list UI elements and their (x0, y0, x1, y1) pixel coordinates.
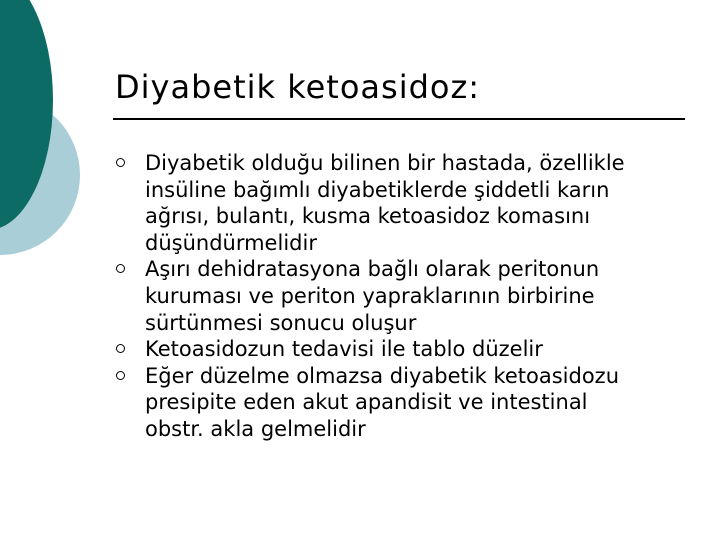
slide-title: Diyabetik ketoasidoz: (115, 68, 481, 106)
bullet-line: düşündürmelidir (145, 230, 317, 255)
bullet-line: Aşırı dehidratasyona bağlı olarak peritonun (145, 257, 600, 282)
bullet-line: obstr. akla gelmelidir (145, 416, 366, 441)
bullet-line: kuruması ve periton yapraklarının birbirine (145, 283, 595, 308)
bullet-line: insüline bağımlı diyabetiklerde şiddetli karın (145, 177, 610, 202)
bullet-item-4 (115, 363, 690, 443)
title-underline (113, 118, 685, 120)
bullet-line: ağrısı, bulantı, kusma ketoasidoz komasını (145, 204, 591, 229)
bullet-line: sürtünmesi sonucu oluşur (145, 310, 417, 335)
bullet-list (115, 150, 690, 443)
decorative-circles-graphic (0, 0, 120, 300)
bullet-line: Diyabetik olduğu bilinen bir hastada, özellikle (145, 151, 625, 175)
bullet-line: presipite eden akut apandisit ve intestinal (145, 390, 588, 415)
bullet-item-1 (115, 150, 690, 256)
hollow-circle-icon (116, 371, 125, 380)
bullet-line: Ketoasidozun tedavisi ile tablo düzelir (145, 337, 543, 362)
bullet-item-2 (115, 256, 690, 336)
hollow-circle-icon (116, 344, 125, 353)
bullet-line: Eğer düzelme olmazsa diyabetik ketoasidozu (145, 363, 619, 388)
hollow-circle-icon (116, 264, 125, 273)
bullet-item-3 (115, 336, 690, 363)
hollow-circle-icon (116, 158, 125, 167)
